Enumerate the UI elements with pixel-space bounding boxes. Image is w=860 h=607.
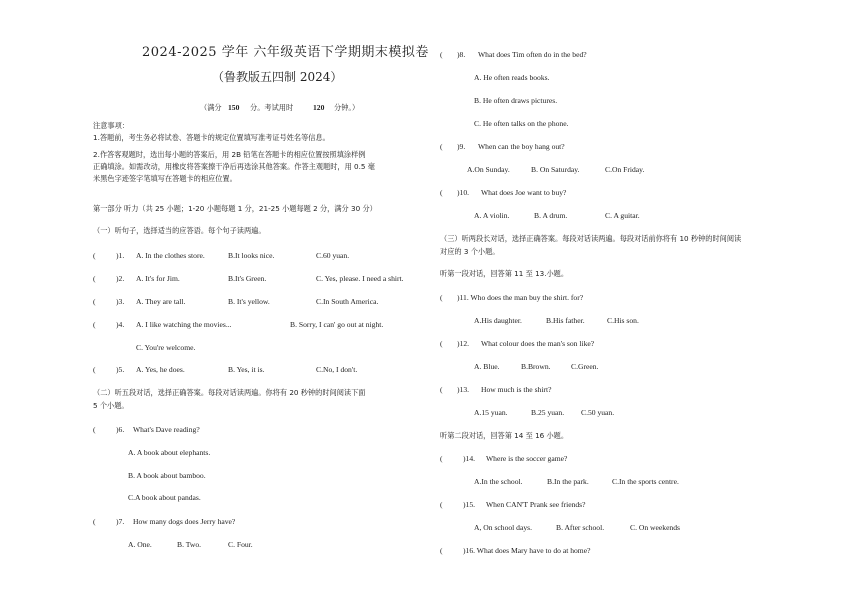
- q2-number: )2.: [116, 274, 125, 283]
- q10-paren: (: [440, 188, 443, 197]
- section2-heading-line-2: 5 个小题。: [93, 401, 129, 410]
- q13-option-b: B.25 yuan.: [531, 408, 565, 417]
- q8-stem: What does Tim often do in the bed?: [478, 50, 587, 59]
- q10-stem: What does Joe want to buy?: [481, 188, 567, 197]
- q15-option-a: A, On school days.: [474, 523, 533, 532]
- q9-option-c: C.On Friday.: [605, 165, 645, 174]
- q2-option-a: A. It's for Jim.: [136, 274, 180, 283]
- q3-number: )3.: [116, 297, 125, 306]
- q3-option-b: B. It's yellow.: [228, 297, 270, 306]
- score-label: （满分: [200, 103, 222, 112]
- q11-paren: (: [440, 293, 443, 302]
- q2-option-b: B.It's Green.: [228, 274, 267, 283]
- q9-number: )9.: [457, 142, 466, 151]
- q15-option-c: C. On weekends: [630, 523, 680, 532]
- q11-number-stem: )11. Who does the man buy the shirt. for?: [457, 293, 584, 302]
- q12-option-c: C.Green.: [571, 362, 599, 371]
- dialog1-heading: 听第一段对话，回答第 11 至 13.小题。: [440, 269, 569, 278]
- q7-option-c: C. Four.: [228, 540, 253, 549]
- q15-stem: When CAN'T Prank see friends?: [486, 500, 586, 509]
- note-2-line-2: 正确填涂。如需改动，用橡皮将答案擦干净后再选涂其他答案。作答主观题时，用 0.5 毫: [93, 162, 375, 171]
- section2-heading-line-1: （二）听五段对话，选择正确答案。每段对话读两遍。你将有 20 秒钟的时间阅读下面: [93, 388, 366, 397]
- q6-stem: What's Dave reading?: [133, 425, 200, 434]
- q7-stem: How many dogs does Jerry have?: [133, 517, 236, 526]
- time-value: 120: [313, 103, 325, 112]
- q5-paren: (: [93, 365, 96, 374]
- q7-option-b: B. Two.: [177, 540, 202, 549]
- time-unit: 分钟。）: [334, 103, 360, 112]
- q5-number: )5.: [116, 365, 125, 374]
- q13-stem: How much is the shirt?: [481, 385, 552, 394]
- q9-paren: (: [440, 142, 443, 151]
- q12-number: )12.: [457, 339, 470, 348]
- q13-paren: (: [440, 385, 443, 394]
- q3-paren: (: [93, 297, 96, 306]
- q9-option-b: B. On Saturday.: [531, 165, 580, 174]
- q13-number: )13.: [457, 385, 470, 394]
- q14-option-c: C.In the sports centre.: [612, 477, 679, 486]
- q16-number-stem: )16. What does Mary have to do at home?: [463, 546, 591, 555]
- q1-option-c: C.60 yuan.: [316, 251, 350, 260]
- q12-paren: (: [440, 339, 443, 348]
- section3-heading-line-1: （三）听两段长对话，选择正确答案。每段对话读两遍。每段对话前你将有 10 秒钟的时间阅读: [440, 234, 742, 243]
- q6-option-b: B. A book about bamboo.: [128, 471, 206, 480]
- q8-paren: (: [440, 50, 443, 59]
- q14-stem: Where is the soccer game?: [486, 454, 568, 463]
- q7-option-a: A. One.: [128, 540, 152, 549]
- q10-option-a: A. A violin.: [474, 211, 510, 220]
- q8-number: )8.: [457, 50, 466, 59]
- q2-paren: (: [93, 274, 96, 283]
- q13-option-c: C.50 yuan.: [581, 408, 615, 417]
- q7-paren: (: [93, 517, 96, 526]
- q4-option-a: A. I like watching the movies...: [136, 320, 232, 329]
- q15-paren: (: [440, 500, 443, 509]
- q4-number: )4.: [116, 320, 125, 329]
- q3-option-a: A. They are tall.: [136, 297, 186, 306]
- q5-option-a: A. Yes, he does.: [136, 365, 185, 374]
- notes-heading: 注意事项：: [93, 121, 129, 130]
- part1-heading: 第一部分 听力（共 25 小题；1-20 小题每题 1 分，21-25 小题每题 2 分，满分 30 分）: [93, 204, 377, 213]
- q4-option-c: C. You're welcome.: [136, 343, 196, 352]
- q11-option-b: B.His father.: [546, 316, 585, 325]
- q8-option-c: C. He often talks on the phone.: [474, 119, 569, 128]
- q6-paren: (: [93, 425, 96, 434]
- score-value: 150: [228, 103, 240, 112]
- q6-option-a: A. A book about elephants.: [128, 448, 211, 457]
- q14-paren: (: [440, 454, 443, 463]
- note-2-line-3: 米黑色字迹签字笔填写在答题卡的相应位置。: [93, 174, 237, 183]
- time-label: 分。考试用时: [250, 103, 294, 112]
- q12-option-b: B.Brown.: [521, 362, 551, 371]
- section1-heading: （一）听句子，选择适当的应答语。每个句子读两遍。: [93, 226, 266, 235]
- q16-paren: (: [440, 546, 443, 555]
- q8-option-b: B. He often draws pictures.: [474, 96, 558, 105]
- q8-option-a: A. He often reads books.: [474, 73, 550, 82]
- q10-number: )10.: [457, 188, 470, 197]
- q9-stem: When can the boy hang out?: [478, 142, 565, 151]
- page-subtitle: （鲁教版五四制 2024）: [212, 70, 343, 84]
- q15-number: )15.: [463, 500, 476, 509]
- q12-stem: What colour does the man's son like?: [481, 339, 595, 348]
- q11-option-c: C.His son.: [607, 316, 639, 325]
- q9-option-a: A.On Sunday.: [467, 165, 510, 174]
- q3-option-c: C.In South America.: [316, 297, 379, 306]
- q6-number: )6.: [116, 425, 125, 434]
- q4-option-b: B. Sorry, I can' go out at night.: [290, 320, 384, 329]
- q5-option-c: C.No, I don't.: [316, 365, 358, 374]
- note-1: 1.答题前，考生务必将试卷、答题卡的规定位置填写准考证号姓名等信息。: [93, 133, 330, 142]
- q14-option-a: A.In the school.: [474, 477, 523, 486]
- dialog2-heading: 听第二段对话，回答第 14 至 16 小题。: [440, 431, 569, 440]
- q6-option-c: C.A book about pandas.: [128, 493, 201, 502]
- q1-option-a: A. In the clothes store.: [136, 251, 205, 260]
- q5-option-b: B. Yes, it is.: [228, 365, 265, 374]
- section3-heading-line-2: 对应的 3 个小题。: [440, 247, 500, 256]
- q10-option-b: B. A drum.: [534, 211, 568, 220]
- q1-number: )1.: [116, 251, 125, 260]
- q14-option-b: B.In the park.: [547, 477, 589, 486]
- q4-paren: (: [93, 320, 96, 329]
- q12-option-a: A. Blue.: [474, 362, 500, 371]
- q10-option-c: C. A guitar.: [605, 211, 640, 220]
- note-2-line-1: 2.作答客观题时，选出每小题的答案后，用 2B 铅笔在答题卡的相应位置按照填涂样例: [93, 150, 366, 159]
- q1-paren: (: [93, 251, 96, 260]
- q14-number: )14.: [463, 454, 476, 463]
- q7-number: )7.: [116, 517, 125, 526]
- q11-option-a: A.His daughter.: [474, 316, 522, 325]
- q2-option-c: C. Yes, please. I need a shirt.: [316, 274, 404, 283]
- q15-option-b: B. After school.: [556, 523, 605, 532]
- page-title: 2024-2025 学年 六年级英语下学期期末模拟卷: [142, 45, 429, 60]
- q13-option-a: A.15 yuan.: [474, 408, 508, 417]
- q1-option-b: B.It looks nice.: [228, 251, 275, 260]
